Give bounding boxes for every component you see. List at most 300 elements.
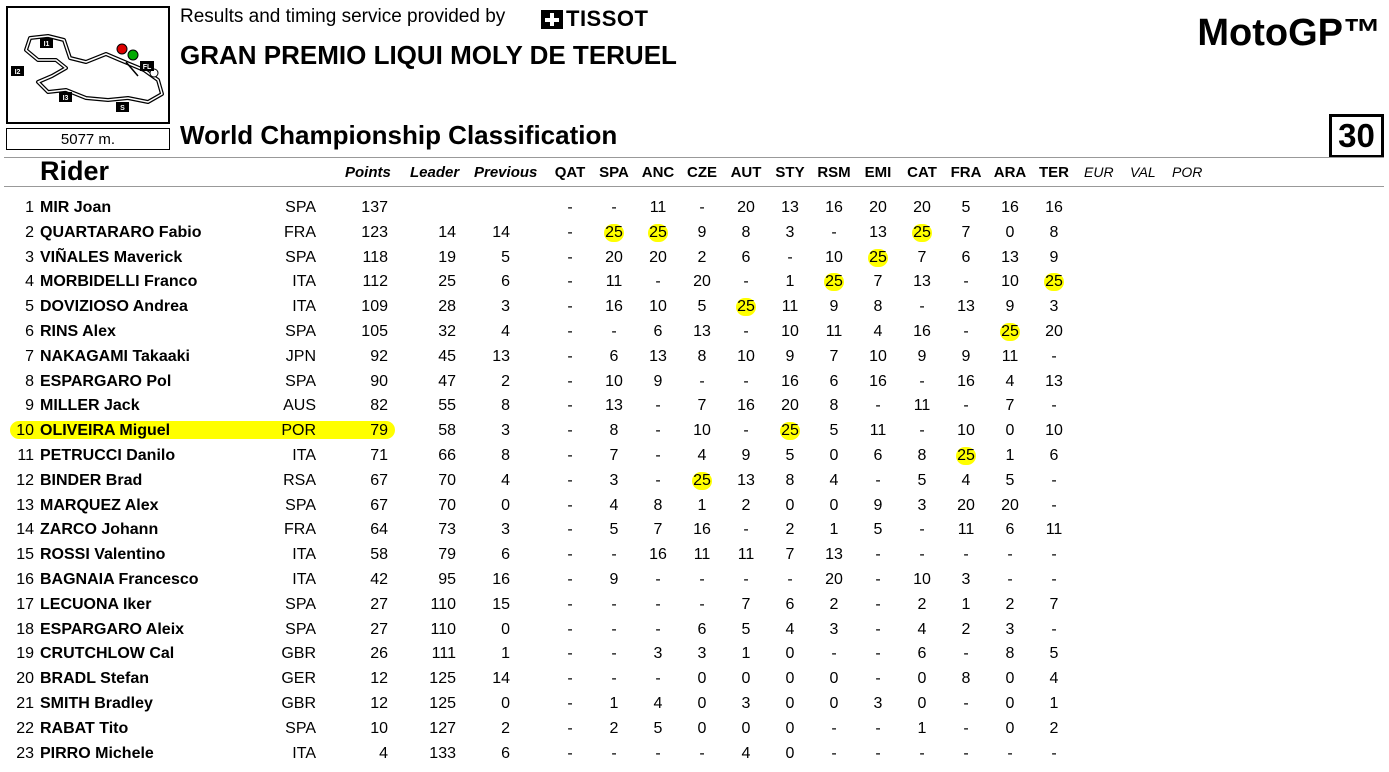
rider-points: 71 bbox=[370, 447, 388, 464]
rider-position: 13 bbox=[16, 496, 34, 514]
gap-to-previous: 2 bbox=[501, 719, 510, 737]
race-result-rsm bbox=[816, 270, 852, 294]
rider-position: 7 bbox=[25, 347, 34, 365]
race-result-aut: - bbox=[743, 422, 749, 440]
rider-nation: RSA bbox=[283, 471, 316, 489]
race-result-sty: 2 bbox=[785, 521, 795, 539]
race-result-rsm: 6 bbox=[829, 372, 839, 390]
race-result-cze: 5 bbox=[697, 298, 707, 316]
race-result-sty: 5 bbox=[785, 447, 795, 464]
race-result-rsm: 0 bbox=[829, 670, 839, 688]
gap-to-previous: 6 bbox=[501, 744, 510, 762]
race-result-cze: 6 bbox=[697, 620, 707, 638]
race-result-ara: 5 bbox=[1005, 471, 1015, 489]
race-result-cat: 6 bbox=[917, 645, 927, 663]
race-result-spa: 13 bbox=[605, 397, 623, 415]
race-result-cat: 11 bbox=[913, 397, 931, 415]
rider-position: 19 bbox=[16, 645, 34, 663]
gap-to-previous: 15 bbox=[492, 595, 510, 613]
race-result-qat: - bbox=[567, 248, 573, 266]
column-header-race-spa: SPA bbox=[599, 164, 629, 181]
table-row bbox=[0, 419, 1389, 443]
race-result-sty: 11 bbox=[781, 298, 799, 316]
rider-nation: FRA bbox=[284, 223, 316, 241]
race-result-ter: 7 bbox=[1049, 595, 1059, 613]
table-row bbox=[0, 518, 1389, 542]
race-result-spa: 20 bbox=[605, 248, 623, 266]
race-result-rsm: - bbox=[831, 223, 837, 241]
race-result-ter: 5 bbox=[1049, 645, 1059, 663]
gap-to-previous: 4 bbox=[501, 323, 510, 340]
rider-position: 11 bbox=[17, 447, 34, 464]
gap-to-leader: 95 bbox=[438, 571, 456, 588]
race-result-rsm: 10 bbox=[825, 248, 843, 266]
rider-position: 8 bbox=[25, 372, 34, 390]
rider-nation: ITA bbox=[292, 447, 316, 464]
race-result-cze: 7 bbox=[697, 397, 707, 415]
race-result-cze: 0 bbox=[697, 719, 707, 737]
race-result-spa: 8 bbox=[609, 422, 619, 440]
race-result-emi: - bbox=[875, 571, 881, 588]
race-result-qat: - bbox=[567, 670, 573, 688]
race-result-ara: 13 bbox=[1001, 248, 1019, 266]
rider-nation: ITA bbox=[292, 546, 316, 564]
race-result-fra: 13 bbox=[957, 298, 975, 316]
race-result-sty: 3 bbox=[785, 223, 795, 241]
race-result-cat: 20 bbox=[913, 199, 931, 216]
map-marker-fl: FL bbox=[142, 64, 152, 71]
race-result-cze: - bbox=[699, 595, 705, 613]
rider-points: 82 bbox=[370, 397, 388, 415]
race-result-rsm: - bbox=[831, 719, 837, 737]
rider-position: 2 bbox=[25, 223, 34, 241]
race-result-spa: 1 bbox=[609, 695, 619, 712]
race-result-sty: 6 bbox=[785, 595, 795, 613]
green-light-icon bbox=[128, 50, 138, 60]
track-length: 5077 m. bbox=[6, 128, 170, 150]
rider-name: ROSSI Valentino bbox=[40, 546, 166, 564]
race-result-fra: 3 bbox=[961, 571, 971, 588]
gap-to-previous bbox=[476, 196, 510, 220]
race-result-sty: 0 bbox=[785, 719, 795, 737]
gap-to-previous: 14 bbox=[492, 223, 510, 241]
rider-position: 18 bbox=[16, 620, 34, 638]
race-result-emi: 11 bbox=[869, 422, 887, 440]
race-result-ara: - bbox=[1007, 571, 1013, 588]
race-result-cze: - bbox=[699, 571, 705, 588]
rider-nation: SPA bbox=[285, 496, 316, 514]
table-row bbox=[0, 246, 1389, 270]
gap-to-leader: 19 bbox=[438, 248, 456, 266]
win-highlight: 25 bbox=[913, 223, 931, 241]
rider-nation: SPA bbox=[285, 199, 316, 216]
gap-to-leader: 73 bbox=[438, 521, 456, 539]
page-number: 30 bbox=[1329, 114, 1384, 158]
race-result-cze bbox=[684, 469, 720, 493]
rider-position: 6 bbox=[25, 323, 34, 340]
race-result-sty: 1 bbox=[785, 273, 795, 291]
race-result-fra: - bbox=[963, 323, 969, 340]
race-result-aut: 3 bbox=[741, 695, 751, 712]
race-result-anc: - bbox=[655, 620, 661, 638]
race-result-cat: 10 bbox=[913, 571, 931, 588]
race-result-cze: 2 bbox=[697, 248, 707, 266]
rider-points: 64 bbox=[370, 521, 388, 539]
race-result-qat: - bbox=[567, 521, 573, 539]
race-result-qat: - bbox=[567, 744, 573, 762]
race-result-emi: - bbox=[875, 645, 881, 663]
race-result-ara: 16 bbox=[1001, 199, 1019, 216]
win-highlight: 25 bbox=[869, 248, 887, 266]
race-result-cat: 9 bbox=[917, 347, 927, 365]
column-header-race-emi: EMI bbox=[864, 164, 892, 181]
gap-to-previous: 0 bbox=[501, 695, 510, 712]
rider-position: 9 bbox=[25, 397, 34, 415]
race-result-qat: - bbox=[567, 695, 573, 712]
race-result-cze: 13 bbox=[693, 323, 711, 340]
win-highlight: 25 bbox=[693, 471, 711, 489]
race-result-ara: 0 bbox=[1005, 670, 1015, 688]
race-result-qat: - bbox=[567, 372, 573, 390]
race-result-ter: - bbox=[1051, 397, 1057, 415]
race-result-spa: 5 bbox=[609, 521, 619, 539]
gap-to-previous: 6 bbox=[501, 273, 510, 291]
race-result-emi: 20 bbox=[869, 199, 887, 216]
race-result-emi: 9 bbox=[873, 496, 883, 514]
rider-points: 58 bbox=[370, 546, 388, 564]
sponsor-name: TISSOT bbox=[566, 6, 649, 31]
column-header-race-por: POR bbox=[1172, 164, 1203, 180]
table-row bbox=[0, 469, 1389, 493]
race-result-rsm: 0 bbox=[829, 447, 839, 464]
gap-to-previous: 5 bbox=[501, 248, 510, 266]
race-result-ara: 1 bbox=[1005, 447, 1015, 464]
column-header-race-anc: ANC bbox=[641, 164, 675, 181]
table-row bbox=[0, 568, 1389, 592]
red-light-icon bbox=[117, 44, 127, 54]
rider-name: MILLER Jack bbox=[40, 397, 140, 415]
gap-to-previous: 8 bbox=[501, 447, 510, 464]
rider-name: ZARCO Johann bbox=[40, 521, 159, 539]
rider-nation: GER bbox=[281, 670, 316, 688]
race-result-cze: 0 bbox=[697, 670, 707, 688]
rider-points: 42 bbox=[370, 571, 388, 588]
race-result-sty: 10 bbox=[781, 323, 799, 340]
race-result-sty: 16 bbox=[781, 372, 799, 390]
classification-title: World Championship Classification bbox=[180, 120, 618, 150]
race-result-spa: - bbox=[611, 323, 617, 340]
race-result-fra: - bbox=[963, 273, 969, 291]
race-result-cat: - bbox=[919, 298, 925, 316]
gap-to-leader: 133 bbox=[429, 744, 456, 762]
race-result-ter: 20 bbox=[1045, 323, 1063, 340]
rider-name: ESPARGARO Pol bbox=[40, 372, 172, 390]
race-result-aut: 4 bbox=[741, 744, 751, 762]
race-result-cze: - bbox=[699, 372, 705, 390]
race-result-emi: 5 bbox=[873, 521, 883, 539]
rider-nation: ITA bbox=[292, 298, 316, 316]
gap-to-leader: 127 bbox=[429, 719, 456, 737]
race-result-qat: - bbox=[567, 273, 573, 291]
table-row bbox=[0, 717, 1389, 741]
race-result-ara: 0 bbox=[1005, 719, 1015, 737]
race-result-aut: - bbox=[743, 372, 749, 390]
race-result-anc: - bbox=[655, 447, 661, 464]
table-row bbox=[0, 370, 1389, 394]
race-result-cze: 8 bbox=[697, 347, 707, 365]
race-result-fra: 10 bbox=[957, 422, 975, 440]
race-result-rsm: - bbox=[831, 744, 837, 762]
table-row bbox=[0, 196, 1389, 220]
race-result-rsm: 0 bbox=[829, 695, 839, 712]
race-result-fra: 1 bbox=[961, 595, 971, 613]
track-layout-icon bbox=[8, 8, 168, 122]
race-result-cat: 1 bbox=[917, 719, 927, 737]
gap-to-leader: 58 bbox=[438, 422, 456, 440]
race-result-spa: - bbox=[611, 595, 617, 613]
race-result-sty: 0 bbox=[785, 645, 795, 663]
rider-points: 27 bbox=[370, 595, 388, 613]
race-result-spa: 16 bbox=[605, 298, 623, 316]
race-result-ara: 0 bbox=[1005, 422, 1015, 440]
gap-to-leader: 45 bbox=[438, 347, 456, 365]
race-result-anc: 10 bbox=[649, 298, 667, 316]
gap-to-previous: 13 bbox=[492, 347, 510, 365]
race-result-rsm: 7 bbox=[829, 347, 839, 365]
race-result-spa: 3 bbox=[609, 471, 619, 489]
rider-points: 92 bbox=[370, 347, 388, 365]
rider-nation: SPA bbox=[285, 248, 316, 266]
race-result-cat bbox=[904, 221, 940, 245]
race-result-rsm: 0 bbox=[829, 496, 839, 514]
race-result-emi: - bbox=[875, 719, 881, 737]
race-result-fra bbox=[948, 444, 984, 468]
race-result-emi bbox=[860, 246, 896, 270]
race-result-cze: 10 bbox=[693, 422, 711, 440]
race-result-qat: - bbox=[567, 422, 573, 440]
rider-points: 105 bbox=[361, 323, 388, 340]
gap-to-previous: 1 bbox=[501, 645, 510, 663]
rider-nation: SPA bbox=[285, 372, 316, 390]
race-result-cat: - bbox=[919, 372, 925, 390]
race-result-aut: 6 bbox=[741, 248, 751, 266]
race-result-rsm: 16 bbox=[825, 199, 843, 216]
rider-name: LECUONA Iker bbox=[40, 595, 152, 613]
race-result-qat: - bbox=[567, 347, 573, 365]
table-row bbox=[0, 494, 1389, 518]
rider-nation: JPN bbox=[285, 347, 316, 365]
swiss-cross-icon bbox=[541, 10, 563, 29]
race-result-ara: 0 bbox=[1005, 223, 1015, 241]
race-result-rsm: 9 bbox=[829, 298, 839, 316]
race-result-cat: 16 bbox=[913, 323, 931, 340]
rider-nation: AUS bbox=[283, 397, 316, 415]
rider-nation: FRA bbox=[284, 521, 316, 539]
race-result-spa: 11 bbox=[605, 273, 623, 291]
map-marker-i1: I1 bbox=[43, 41, 50, 48]
race-result-aut: 5 bbox=[741, 620, 751, 638]
race-result-rsm: 2 bbox=[829, 595, 839, 613]
rider-position: 15 bbox=[16, 546, 34, 564]
race-result-anc: 8 bbox=[653, 496, 663, 514]
race-result-ter: - bbox=[1051, 620, 1057, 638]
gap-to-leader: 110 bbox=[430, 595, 456, 613]
race-result-aut bbox=[728, 295, 764, 319]
rider-points: 79 bbox=[370, 422, 388, 440]
race-result-qat: - bbox=[567, 397, 573, 415]
race-result-aut: - bbox=[743, 521, 749, 539]
gap-to-previous: 2 bbox=[501, 372, 510, 390]
sponsor-logo bbox=[541, 8, 648, 30]
gap-to-previous: 3 bbox=[501, 298, 510, 316]
race-result-emi: - bbox=[875, 670, 881, 688]
race-result-anc: 6 bbox=[653, 323, 663, 340]
race-result-sty: 20 bbox=[781, 397, 799, 415]
gap-to-leader: 55 bbox=[438, 397, 456, 415]
rider-nation: POR bbox=[281, 422, 316, 440]
rider-points: 12 bbox=[370, 695, 388, 712]
race-result-spa: 4 bbox=[609, 496, 619, 514]
race-result-cat: 0 bbox=[917, 695, 927, 712]
rider-points: 67 bbox=[370, 471, 388, 489]
race-result-aut: 2 bbox=[741, 496, 751, 514]
map-marker-i2: I2 bbox=[14, 69, 21, 76]
race-result-qat: - bbox=[567, 571, 573, 588]
rider-position: 16 bbox=[16, 571, 34, 588]
table-row bbox=[0, 667, 1389, 691]
race-result-ter: 16 bbox=[1045, 199, 1063, 216]
table-row bbox=[0, 320, 1389, 344]
race-result-ter: 3 bbox=[1049, 298, 1059, 316]
rider-name: QUARTARARO Fabio bbox=[40, 223, 202, 241]
race-result-ara: - bbox=[1007, 546, 1013, 564]
race-result-ter: 9 bbox=[1049, 248, 1059, 266]
rider-points: 12 bbox=[370, 670, 388, 688]
gap-to-previous: 3 bbox=[501, 521, 510, 539]
race-result-aut: 1 bbox=[741, 645, 751, 663]
table-row bbox=[0, 270, 1389, 294]
rider-position: 20 bbox=[16, 670, 34, 688]
rider-name: PETRUCCI Danilo bbox=[40, 447, 176, 464]
race-result-cze: 11 bbox=[693, 546, 711, 564]
race-result-qat: - bbox=[567, 223, 573, 241]
race-result-cat: 8 bbox=[917, 447, 927, 464]
race-result-ter: 8 bbox=[1049, 223, 1059, 241]
race-result-aut: - bbox=[743, 323, 749, 340]
race-result-emi: 7 bbox=[873, 273, 883, 291]
race-result-cat: 0 bbox=[917, 670, 927, 688]
gap-to-leader: 125 bbox=[429, 670, 456, 688]
race-result-emi: 3 bbox=[873, 695, 883, 712]
column-header-race-ara: ARA bbox=[993, 164, 1027, 181]
table-row bbox=[0, 742, 1389, 766]
race-result-ter: - bbox=[1051, 471, 1057, 489]
race-result-fra: - bbox=[963, 397, 969, 415]
race-result-qat: - bbox=[567, 546, 573, 564]
rider-name: VIÑALES Maverick bbox=[40, 248, 183, 266]
table-row bbox=[0, 295, 1389, 319]
race-result-sty: 7 bbox=[785, 546, 795, 564]
race-result-rsm: 1 bbox=[829, 521, 839, 539]
race-result-aut: 11 bbox=[737, 546, 755, 564]
race-result-anc: - bbox=[655, 273, 661, 291]
gap-to-previous: 0 bbox=[501, 496, 510, 514]
race-result-ara: 9 bbox=[1005, 298, 1015, 316]
rider-name: RABAT Tito bbox=[40, 719, 129, 737]
race-result-aut: - bbox=[743, 571, 749, 588]
race-result-fra: 16 bbox=[957, 372, 975, 390]
rider-name: BAGNAIA Francesco bbox=[40, 571, 199, 588]
race-result-ara: 11 bbox=[1001, 347, 1019, 365]
gap-to-leader: 111 bbox=[431, 645, 456, 663]
column-header-race-sty: STY bbox=[775, 164, 805, 181]
race-result-ara: 0 bbox=[1005, 695, 1015, 712]
race-result-spa: 7 bbox=[609, 447, 619, 464]
table-row bbox=[0, 692, 1389, 716]
race-result-qat: - bbox=[567, 595, 573, 613]
race-result-qat: - bbox=[567, 719, 573, 737]
race-result-sty: 4 bbox=[785, 620, 795, 638]
gap-to-leader: 32 bbox=[438, 323, 456, 340]
race-result-rsm: 5 bbox=[829, 422, 839, 440]
rider-position: 21 bbox=[16, 695, 34, 712]
race-result-fra: 5 bbox=[961, 199, 971, 216]
race-result-cat: 2 bbox=[917, 595, 927, 613]
race-result-ara bbox=[992, 320, 1028, 344]
table-row bbox=[0, 618, 1389, 642]
rider-points: 109 bbox=[361, 298, 388, 316]
race-result-anc: 3 bbox=[653, 645, 663, 663]
column-header-race-cze: CZE bbox=[687, 164, 717, 181]
gap-to-leader: 79 bbox=[438, 546, 456, 564]
race-result-ara: 4 bbox=[1005, 372, 1015, 390]
rider-points: 4 bbox=[379, 744, 388, 762]
rider-name: MARQUEZ Alex bbox=[40, 496, 159, 514]
win-highlight: 25 bbox=[781, 422, 799, 440]
race-result-qat: - bbox=[567, 199, 573, 216]
race-result-anc: 5 bbox=[653, 719, 663, 737]
race-result-cze: 0 bbox=[697, 695, 707, 712]
race-result-aut: 7 bbox=[741, 595, 751, 613]
race-result-ara: 10 bbox=[1001, 273, 1019, 291]
rider-points: 118 bbox=[362, 248, 388, 266]
race-result-qat: - bbox=[567, 447, 573, 464]
race-result-rsm: - bbox=[831, 645, 837, 663]
rider-name: PIRRO Michele bbox=[40, 744, 154, 762]
race-result-emi: 6 bbox=[873, 447, 883, 464]
table-row bbox=[0, 221, 1389, 245]
race-result-fra: - bbox=[963, 744, 969, 762]
race-result-emi: 4 bbox=[873, 323, 883, 340]
gap-to-leader bbox=[410, 196, 456, 220]
win-highlight: 25 bbox=[649, 223, 667, 241]
rider-nation: SPA bbox=[285, 719, 316, 737]
race-result-fra: 7 bbox=[961, 223, 971, 241]
race-result-aut: 20 bbox=[737, 199, 755, 216]
rider-name: DOVIZIOSO Andrea bbox=[40, 298, 188, 316]
track-map bbox=[6, 6, 170, 124]
race-result-ter: 10 bbox=[1045, 422, 1063, 440]
rider-name: BRADL Stefan bbox=[40, 670, 150, 688]
race-result-anc: 9 bbox=[653, 372, 663, 390]
column-header-previous: Previous bbox=[474, 164, 538, 181]
column-header-race-ter: TER bbox=[1039, 164, 1069, 181]
race-result-ter: 6 bbox=[1049, 447, 1059, 464]
race-result-sty bbox=[772, 419, 808, 443]
race-result-cat: 13 bbox=[913, 273, 931, 291]
race-result-ter: - bbox=[1051, 347, 1057, 365]
rider-position: 3 bbox=[25, 248, 34, 266]
